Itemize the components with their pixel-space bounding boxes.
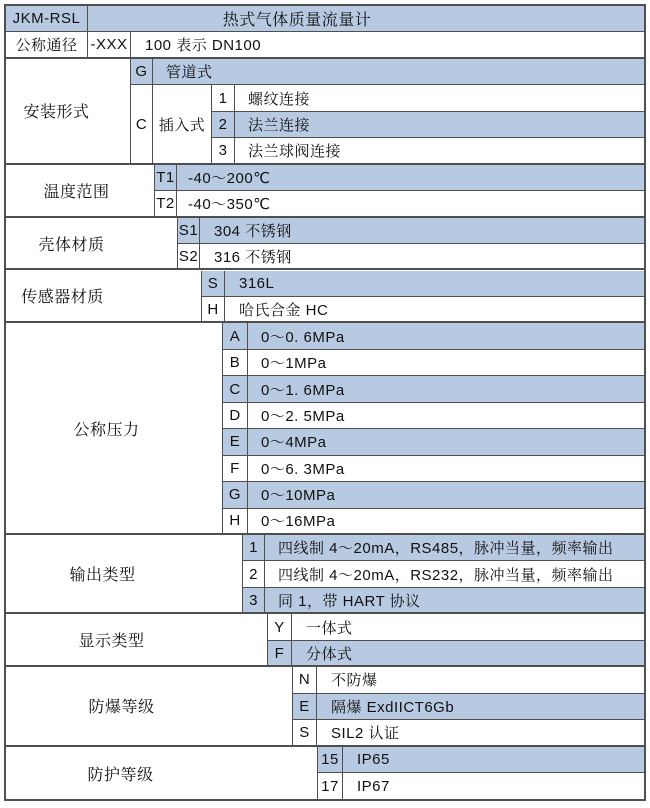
pressure-label: 公称压力 [6, 323, 223, 535]
pressure-code-2: C [223, 376, 248, 402]
diameter-label: 公称通径 [6, 32, 88, 58]
sensor-code-0: S [202, 271, 225, 297]
install-pipe-desc: 管道式 [153, 59, 644, 85]
pressure-desc-7: 0～16MPa [248, 509, 644, 535]
explosion-code-1: E [293, 694, 317, 720]
diameter-code: -XXX [88, 32, 131, 58]
temperature-code-0: T1 [155, 165, 177, 191]
output-code-2: 3 [243, 588, 265, 614]
output-desc-2: 同 1，带 HART 协议 [265, 588, 644, 614]
display-desc-0: 一体式 [292, 614, 644, 640]
product-title-cell: 热式气体质量流量计 [88, 6, 644, 32]
housing-desc-1: 316 不锈钢 [200, 244, 644, 270]
pressure-desc-2: 0～1. 6MPa [248, 376, 644, 402]
protection-desc-0: IP65 [343, 747, 644, 773]
install-insert-code: C [131, 85, 153, 164]
temperature-code-1: T2 [155, 191, 177, 217]
explosion-code-0: N [293, 667, 317, 693]
explosion-label: 防爆等级 [6, 667, 293, 746]
pressure-desc-5: 0～6. 3MPa [248, 456, 644, 482]
protection-code-0: 15 [318, 747, 343, 773]
install-opt-2-code: 3 [212, 138, 235, 164]
protection-desc-1: IP67 [357, 777, 390, 795]
output-label: 输出类型 [6, 535, 243, 614]
install-opt-0-desc: 螺纹连接 [235, 85, 644, 111]
display-label: 显示类型 [6, 614, 268, 667]
install-label: 安装形式 [6, 59, 131, 165]
output-code-0: 1 [243, 535, 265, 561]
install-opt-2-desc: 法兰球阀连接 [235, 138, 644, 164]
display-code-0: Y [268, 614, 292, 640]
protection-code-1: 17 [318, 773, 343, 799]
housing-code-0: S1 [178, 218, 200, 244]
pressure-desc-6: 0～10MPa [248, 482, 644, 508]
pressure-code-1: B [223, 350, 248, 376]
install-opt-1-desc: 法兰连接 [235, 112, 644, 138]
sensor-label: 传感器材质 [6, 271, 202, 324]
pressure-code-4: E [223, 429, 248, 455]
explosion-desc-0: 不防爆 [317, 667, 644, 693]
pressure-desc-4: 0～4MPa [248, 429, 644, 455]
explosion-desc-1: 隔爆 ExdIICT6Gb [317, 694, 644, 720]
pressure-code-3: D [223, 403, 248, 429]
pressure-desc-0: 0～0. 6MPa [248, 323, 644, 349]
diameter-desc: 100 表示 DN100 [131, 32, 644, 58]
temperature-label: 温度范围 [6, 165, 155, 218]
install-pipe-code: G [131, 59, 153, 85]
sensor-desc-0: 316L [225, 271, 644, 297]
install-opt-0-code: 1 [212, 85, 235, 111]
sensor-desc-1: 哈氏合金 HC [225, 297, 644, 323]
pressure-desc-1: 0～1MPa [248, 350, 644, 376]
output-desc-0: 四线制 4～20mA，RS485，脉冲当量，频率输出 [265, 535, 644, 561]
display-desc-1: 分体式 [292, 641, 644, 667]
pressure-code-7: H [223, 509, 248, 535]
install-opt-1-code: 2 [212, 112, 235, 138]
temperature-desc-1: -40～350℃ [177, 191, 644, 217]
pressure-desc-3: 0～2. 5MPa [248, 403, 644, 429]
pressure-code-5: F [223, 456, 248, 482]
protection-label: 防护等级 [6, 747, 318, 800]
pressure-code-0: A [223, 323, 248, 349]
temperature-desc-0: -40～200℃ [177, 165, 644, 191]
model-code-cell: JKM-RSL [6, 6, 88, 32]
housing-label: 壳体材质 [6, 218, 178, 271]
output-desc-1: 四线制 4～20mA，RS232，脉冲当量，频率输出 [265, 561, 644, 587]
output-code-1: 2 [243, 561, 265, 587]
display-code-1: F [268, 641, 292, 667]
housing-desc-0: 304 不锈钢 [200, 218, 644, 244]
sensor-code-1: H [202, 297, 225, 323]
explosion-code-2: S [293, 720, 317, 746]
housing-code-1: S2 [178, 244, 200, 270]
install-insert-desc: 插入式 [153, 85, 212, 164]
model-selection-table [4, 4, 646, 801]
explosion-desc-2: SIL2 认证 [317, 720, 644, 746]
pressure-code-6: G [223, 482, 248, 508]
